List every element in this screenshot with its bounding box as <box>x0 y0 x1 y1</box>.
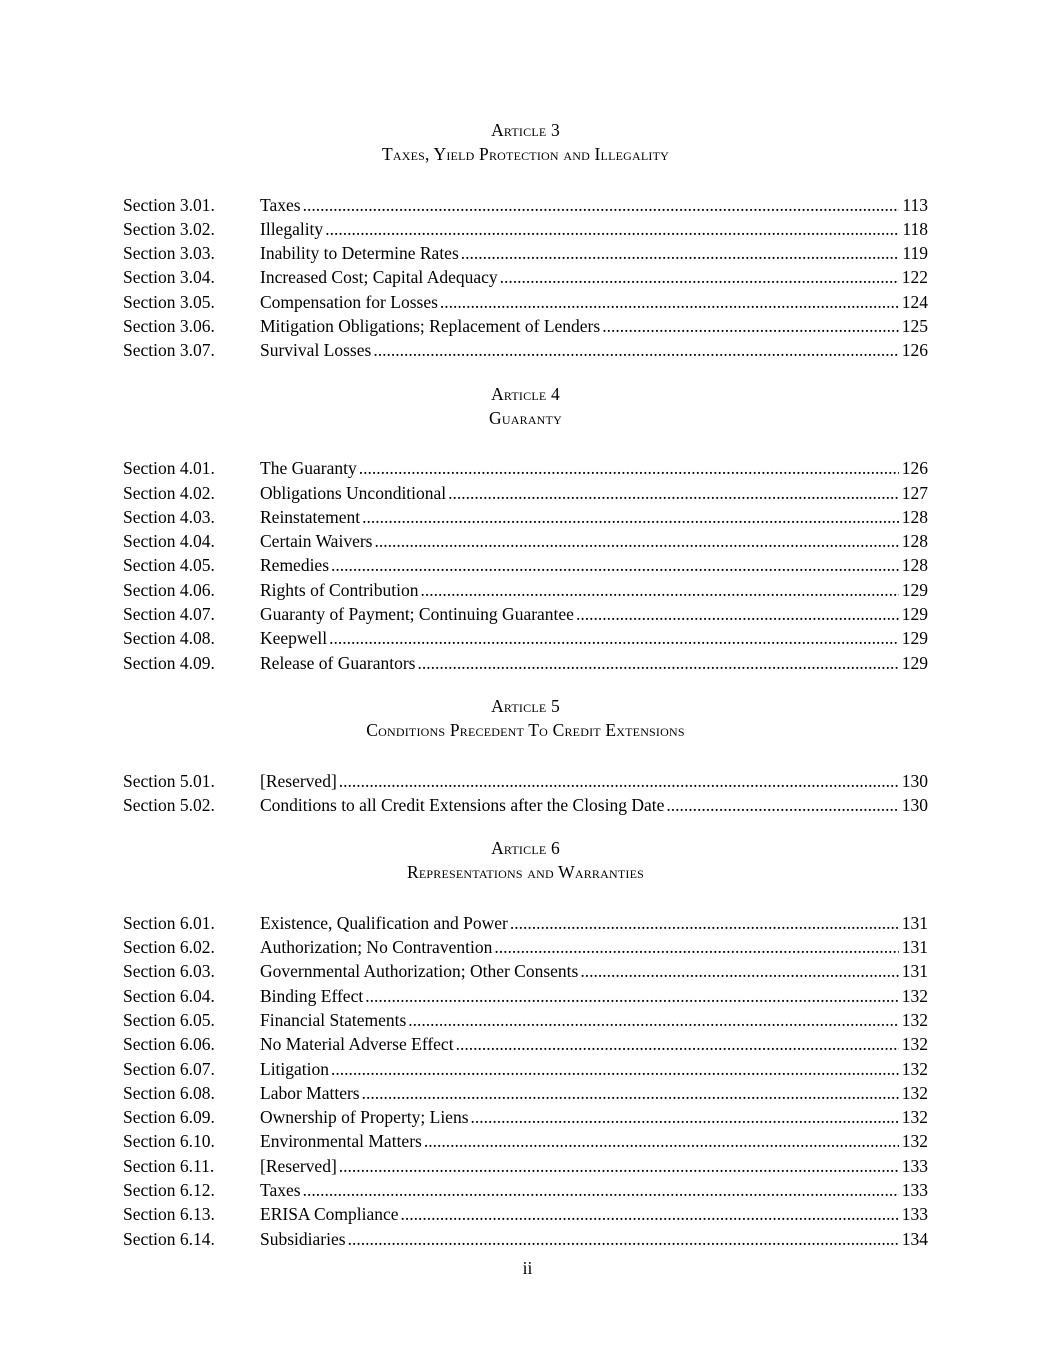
toc-entry-label: Section 3.03. <box>123 243 215 264</box>
toc-dot-leader <box>374 529 898 553</box>
toc-entry-row <box>123 578 928 602</box>
toc-entry-row <box>123 290 928 314</box>
toc-dot-leader <box>580 959 898 983</box>
toc-entry-row <box>123 505 928 529</box>
toc-entry-page: 131 <box>901 961 928 982</box>
toc-entry-label: Section 6.09. <box>123 1107 215 1128</box>
toc-entry-page: 128 <box>901 555 928 576</box>
toc-entry-label: Section 6.07. <box>123 1058 215 1079</box>
toc-dot-leader <box>576 602 899 626</box>
toc-entry-row <box>123 314 928 338</box>
toc-entry-row <box>123 265 928 289</box>
toc-dot-leader <box>303 1178 899 1202</box>
article-entries <box>123 456 928 675</box>
toc-article <box>123 694 928 817</box>
toc-entry-row <box>123 1105 928 1129</box>
toc-entry-title: Rights of Contribution <box>260 579 419 600</box>
toc-dot-leader <box>331 553 899 577</box>
toc-entry-row <box>123 217 928 241</box>
toc-entry-page: 130 <box>901 770 928 791</box>
toc-entry-label: Section 4.02. <box>123 482 215 503</box>
toc-entry-label: Section 4.06. <box>123 579 215 600</box>
toc-entry-title: Certain Waivers <box>260 531 373 552</box>
toc-dot-leader <box>362 505 899 529</box>
toc-entry-title: Environmental Matters <box>260 1131 422 1152</box>
toc-entry-page: 132 <box>901 985 928 1006</box>
toc-dot-leader <box>424 1129 899 1153</box>
toc-entry-row <box>123 626 928 650</box>
toc-entry-title: Guaranty of Payment; Continuing Guarantee <box>260 604 574 625</box>
toc-entry-label: Section 4.09. <box>123 652 215 673</box>
toc-dot-leader <box>348 1227 899 1251</box>
toc-entry-page: 122 <box>901 267 928 288</box>
toc-dot-leader <box>359 456 899 480</box>
toc-entry-title: Governmental Authorization; Other Consents <box>260 961 579 982</box>
toc-entry-row <box>123 338 928 362</box>
toc-entry-row <box>123 456 928 480</box>
toc-entry-title: Authorization; No Contravention <box>260 937 493 958</box>
toc-entry-page: 132 <box>901 1082 928 1103</box>
toc-entry-page: 126 <box>901 458 928 479</box>
toc-entry-page: 129 <box>901 579 928 600</box>
toc-entry-page: 129 <box>901 604 928 625</box>
toc-entry-row <box>123 911 928 935</box>
toc-dot-leader <box>329 626 899 650</box>
toc-entry-page: 124 <box>901 291 928 312</box>
toc-entry-row <box>123 241 928 265</box>
toc-entry-title: Ownership of Property; Liens <box>260 1107 469 1128</box>
toc-entry-label: Section 6.14. <box>123 1228 215 1249</box>
article-heading: Article 3 <box>491 120 560 140</box>
toc-entry-page: 118 <box>902 218 928 239</box>
toc-entry-page: 113 <box>902 194 928 215</box>
toc-dot-leader <box>448 481 899 505</box>
article-heading: Article 5 <box>491 695 560 716</box>
toc-entry-row <box>123 1008 928 1032</box>
toc-entry-page: 119 <box>902 243 928 264</box>
toc-entry-row <box>123 1154 928 1178</box>
toc-entry-row <box>123 529 928 553</box>
toc-dot-leader <box>373 338 898 362</box>
toc-dot-leader <box>456 1032 899 1056</box>
toc-entry-title: Illegality <box>260 218 324 239</box>
toc-entry-title: Increased Cost; Capital Adequacy <box>260 267 498 288</box>
toc-entry-label: Section 3.02. <box>123 218 215 239</box>
toc-entry-title: Keepwell <box>260 628 328 649</box>
toc-entry-label: Section 4.05. <box>123 555 215 576</box>
toc-entry-title: Taxes <box>260 194 301 215</box>
toc-entry-page: 130 <box>901 794 928 815</box>
toc-entry-label: Section 3.05. <box>123 291 215 312</box>
article-title: Taxes, Yield Protection and Illegality <box>381 144 669 165</box>
toc-dot-leader <box>331 1057 899 1081</box>
toc-entry-row <box>123 193 928 217</box>
toc-entry-label: Section 6.11. <box>123 1155 215 1176</box>
toc-entry-page: 126 <box>901 340 928 361</box>
article-heading: Article 6 <box>491 838 560 859</box>
toc-entry-row <box>123 935 928 959</box>
toc-dot-leader <box>401 1202 899 1226</box>
toc-entry-page: 133 <box>901 1179 928 1200</box>
toc-entry-title: Mitigation Obligations; Replacement of Lenders <box>260 316 601 337</box>
toc-dot-leader <box>339 1154 899 1178</box>
toc-entry-title: Financial Statements <box>260 1009 407 1030</box>
toc-entry-label: Section 3.06. <box>123 316 215 337</box>
toc-entry-page: 132 <box>901 1009 928 1030</box>
article-title: Conditions Precedent To Credit Extensions <box>366 720 685 741</box>
toc-entry-label: Section 6.08. <box>123 1082 215 1103</box>
toc-article <box>123 118 928 363</box>
toc-article <box>123 382 928 675</box>
toc-entry-label: Section 3.01. <box>123 194 215 215</box>
toc-entry-label: Section 6.13. <box>123 1204 215 1225</box>
article-entries <box>123 911 928 1251</box>
toc-dot-leader <box>418 651 899 675</box>
toc-entry-row <box>123 1178 928 1202</box>
toc-entry-label: Section 4.03. <box>123 506 215 527</box>
toc-entry-title: Litigation <box>260 1058 330 1079</box>
toc-dot-leader <box>471 1105 899 1129</box>
toc-entry-title: Compensation for Losses <box>260 291 438 312</box>
toc-entry-page: 134 <box>901 1228 928 1249</box>
toc-dot-leader <box>325 217 899 241</box>
article-entries <box>123 769 928 818</box>
toc-entry-row <box>123 481 928 505</box>
toc-dot-leader <box>500 265 899 289</box>
toc-entry-page: 127 <box>901 482 928 503</box>
toc-dot-leader <box>303 193 900 217</box>
toc-entry-label: Section 6.10. <box>123 1131 215 1152</box>
toc-entry-row <box>123 602 928 626</box>
toc-dot-leader <box>362 1081 899 1105</box>
toc-dot-leader <box>510 911 899 935</box>
toc-entry-title: ERISA Compliance <box>260 1204 399 1225</box>
toc-entry-page: 125 <box>901 316 928 337</box>
toc-entry-title: Subsidiaries <box>260 1228 346 1249</box>
toc-entry-title: Reinstatement <box>260 506 361 527</box>
toc-entry-row <box>123 1081 928 1105</box>
toc-entry-page: 132 <box>901 1107 928 1128</box>
toc-dot-leader <box>666 793 898 817</box>
toc-entry-title: [Reserved] <box>260 1155 337 1176</box>
toc-entry-row <box>123 1032 928 1056</box>
toc-entry-title: Conditions to all Credit Extensions after the Closing Date <box>260 794 665 815</box>
toc-dot-leader <box>602 314 899 338</box>
toc-entry-title: No Material Adverse Effect <box>260 1034 454 1055</box>
toc-dot-leader <box>408 1008 898 1032</box>
toc-entry-page: 129 <box>901 628 928 649</box>
toc-entry-label: Section 3.07. <box>123 340 215 361</box>
toc-entry-label: Section 4.08. <box>123 628 215 649</box>
toc-entry-title: Obligations Unconditional <box>260 482 447 503</box>
toc-entry-label: Section 5.02. <box>123 794 215 815</box>
toc-entry-row <box>123 1057 928 1081</box>
toc-entry-page: 132 <box>901 1131 928 1152</box>
toc-entry-page: 128 <box>901 506 928 527</box>
toc <box>123 118 928 1251</box>
toc-entry-title: Remedies <box>260 555 330 576</box>
toc-entry-row <box>123 959 928 983</box>
toc-entry-page: 129 <box>901 652 928 673</box>
toc-entry-title: The Guaranty <box>260 458 357 479</box>
toc-dot-leader <box>461 241 900 265</box>
toc-entry-row <box>123 651 928 675</box>
toc-entry-page: 131 <box>901 912 928 933</box>
toc-entry-label: Section 6.12. <box>123 1179 215 1200</box>
toc-entry-row <box>123 1129 928 1153</box>
article-title: Representations and Warranties <box>406 862 644 883</box>
toc-entry-label: Section 6.05. <box>123 1009 215 1030</box>
toc-entry-label: Section 6.06. <box>123 1034 215 1055</box>
toc-entry-title: Binding Effect <box>260 985 364 1006</box>
toc-entry-label: Section 6.01. <box>123 912 215 933</box>
toc-entry-title: Taxes <box>260 1179 301 1200</box>
toc-entry-label: Section 6.02. <box>123 937 215 958</box>
toc-entry-title: Survival Losses <box>260 340 372 361</box>
toc-entry-row <box>123 984 928 1008</box>
toc-entry-title: [Reserved] <box>260 770 337 791</box>
article-entries <box>123 193 928 363</box>
toc-entry-page: 128 <box>901 531 928 552</box>
toc-dot-leader <box>420 578 898 602</box>
toc-entry-page: 133 <box>901 1155 928 1176</box>
toc-article <box>123 836 928 1251</box>
toc-entry-title: Release of Guarantors <box>260 652 416 673</box>
toc-dot-leader <box>339 769 899 793</box>
toc-entry-row <box>123 793 928 817</box>
toc-dot-leader <box>365 984 899 1008</box>
toc-entry-row <box>123 1227 928 1251</box>
toc-entry-title: Inability to Determine Rates <box>260 243 459 264</box>
toc-entry-page: 131 <box>901 937 928 958</box>
toc-dot-leader <box>494 935 898 959</box>
article-heading: Article 4 <box>491 383 560 404</box>
toc-entry-label: Section 6.04. <box>123 985 215 1006</box>
toc-entry-label: Section 4.01. <box>123 458 215 479</box>
toc-entry-row <box>123 769 928 793</box>
toc-entry-label: Section 4.04. <box>123 531 215 552</box>
toc-entry-title: Existence, Qualification and Power <box>260 912 508 933</box>
toc-entry-label: Section 5.01. <box>123 770 215 791</box>
toc-dot-leader <box>440 290 899 314</box>
footer-page-number: ii <box>522 1258 533 1278</box>
toc-entry-label: Section 3.04. <box>123 267 215 288</box>
toc-entry-page: 132 <box>901 1058 928 1079</box>
toc-entry-label: Section 6.03. <box>123 961 215 982</box>
toc-entry-title: Labor Matters <box>260 1082 360 1103</box>
article-title: Guaranty <box>489 407 562 428</box>
toc-entry-row <box>123 1202 928 1226</box>
toc-entry-page: 132 <box>901 1034 928 1055</box>
toc-entry-page: 133 <box>901 1204 928 1225</box>
toc-entry-row <box>123 553 928 577</box>
toc-entry-label: Section 4.07. <box>123 604 215 625</box>
